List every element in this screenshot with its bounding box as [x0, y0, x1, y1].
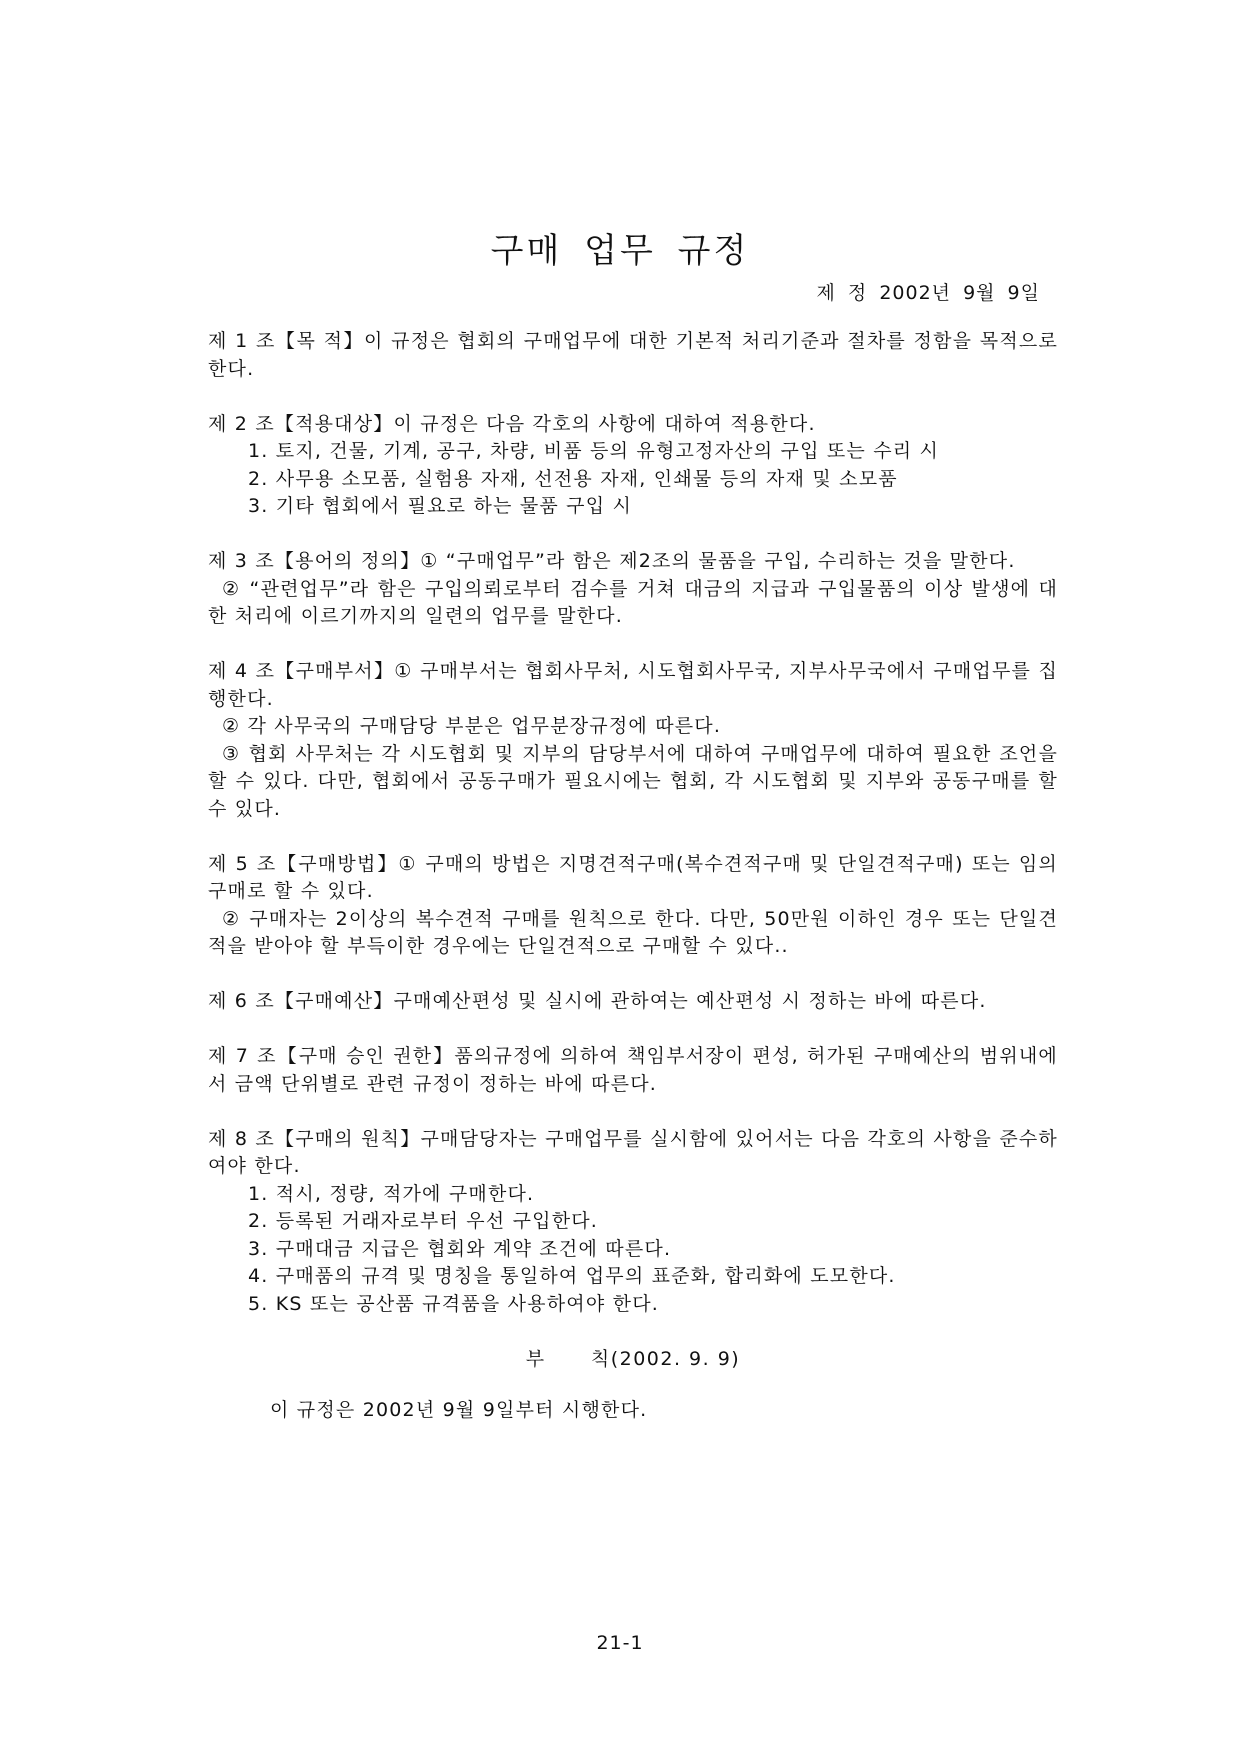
- article-7-text: 제 7 조【구매 승인 권한】품의규정에 의하여 책임부서장이 편성, 허가된 구매예산의 범위내에서 금액 단위별로 관련 규정이 정하는 바에 따른다.: [208, 1045, 1058, 1095]
- article-3-paragraph-2: ② “관련업무”라 함은 구입의뢰로부터 검수를 거쳐 대금의 지급과 구입물품의 이상 발생에 대한 처리에 이르기까지의 일련의 업무를 말한다.: [208, 577, 1058, 627]
- article-4-paragraph-3: ③ 협회 사무처는 각 시도협회 및 지부의 담당부서에 대하여 구매업무에 대하여 필요한 조언을 할 수 있다. 다만, 협회에서 공동구매가 필요시에는 협회, 각 시도협회 및 지부와 공동구매를 할 수 있다.: [208, 742, 1058, 820]
- article-5: [208, 851, 1058, 961]
- article-8-item: 4. 구매품의 규격 및 명칭을 통일하여 업무의 표준화, 합리화에 도모한다.: [248, 1265, 896, 1287]
- article-2-item: 2. 사무용 소모품, 실험용 자재, 선전용 자재, 인쇄물 등의 자재 및 소모품: [248, 467, 898, 490]
- article-8: [208, 1126, 1058, 1319]
- article-2-text: 제 2 조【적용대상】이 규정은 다음 각호의 사항에 대하여 적용한다.: [208, 412, 816, 435]
- article-6: [208, 988, 1058, 1016]
- article-2: [208, 411, 1058, 521]
- document-title: 구매 업무 규정: [490, 230, 750, 271]
- enactment-date: 제 정 2002년 9월 9일: [816, 282, 1040, 304]
- article-4: [208, 658, 1058, 823]
- article-1: [208, 328, 1058, 383]
- article-3-text: 제 3 조【용어의 정의】① “구매업무”라 함은 제2조의 물품을 구입, 수리하는 것을 말한다.: [208, 550, 1016, 572]
- article-8-item: 3. 구매대금 지급은 협회와 계약 조건에 따른다.: [248, 1237, 672, 1260]
- addenda-text: 이 규정은 2002년 9월 9일부터 시행한다.: [270, 1399, 648, 1421]
- article-1-text: 제 1 조【목 적】이 규정은 협회의 구매업무에 대한 기본적 처리기준과 절차를 정함을 목적으로 한다.: [208, 330, 1058, 380]
- article-7: [208, 1043, 1058, 1098]
- article-4-text: 제 4 조【구매부서】① 구매부서는 협회사무처, 시도협회사무국, 지부사무국에서 구매업무를 집행한다.: [208, 660, 1058, 710]
- article-2-item: 3. 기타 협회에서 필요로 하는 물품 구입 시: [248, 495, 633, 517]
- addenda-heading: 부 칙(2002. 9. 9): [525, 1347, 741, 1370]
- article-3: [208, 548, 1058, 631]
- article-8-item: 2. 등록된 거래자로부터 우선 구입한다.: [248, 1210, 599, 1232]
- article-5-text: 제 5 조【구매방법】① 구매의 방법은 지명견적구매(복수견적구매 및 단일견적구매) 또는 임의구매로 할 수 있다.: [208, 852, 1058, 902]
- article-2-item: 1. 토지, 건물, 기계, 공구, 차량, 비품 등의 유형고정자산의 구입 또는 수리 시: [248, 440, 940, 462]
- document-body: [208, 328, 1058, 1425]
- article-5-paragraph-2: ② 구매자는 2이상의 복수견적 구매를 원칙으로 한다. 다만, 50만원 이하인 경우 또는 단일견적을 받아야 할 부득이한 경우에는 단일견적으로 구매할 수 있다..: [208, 907, 1058, 957]
- article-8-item: 1. 적시, 정량, 적가에 구매한다.: [248, 1182, 535, 1205]
- article-8-item: 5. KS 또는 공산품 규격품을 사용하여야 한다.: [248, 1292, 659, 1315]
- page-number: 21-1: [596, 1632, 644, 1654]
- article-4-paragraph-2: ② 각 사무국의 구매담당 부분은 업무분장규정에 따른다.: [222, 715, 722, 737]
- article-6-text: 제 6 조【구매예산】구매예산편성 및 실시에 관하여는 예산편성 시 정하는 바에 따른다.: [208, 990, 987, 1012]
- article-8-text: 제 8 조【구매의 원칙】구매담당자는 구매업무를 실시함에 있어서는 다음 각호의 사항을 준수하여야 한다.: [208, 1127, 1058, 1177]
